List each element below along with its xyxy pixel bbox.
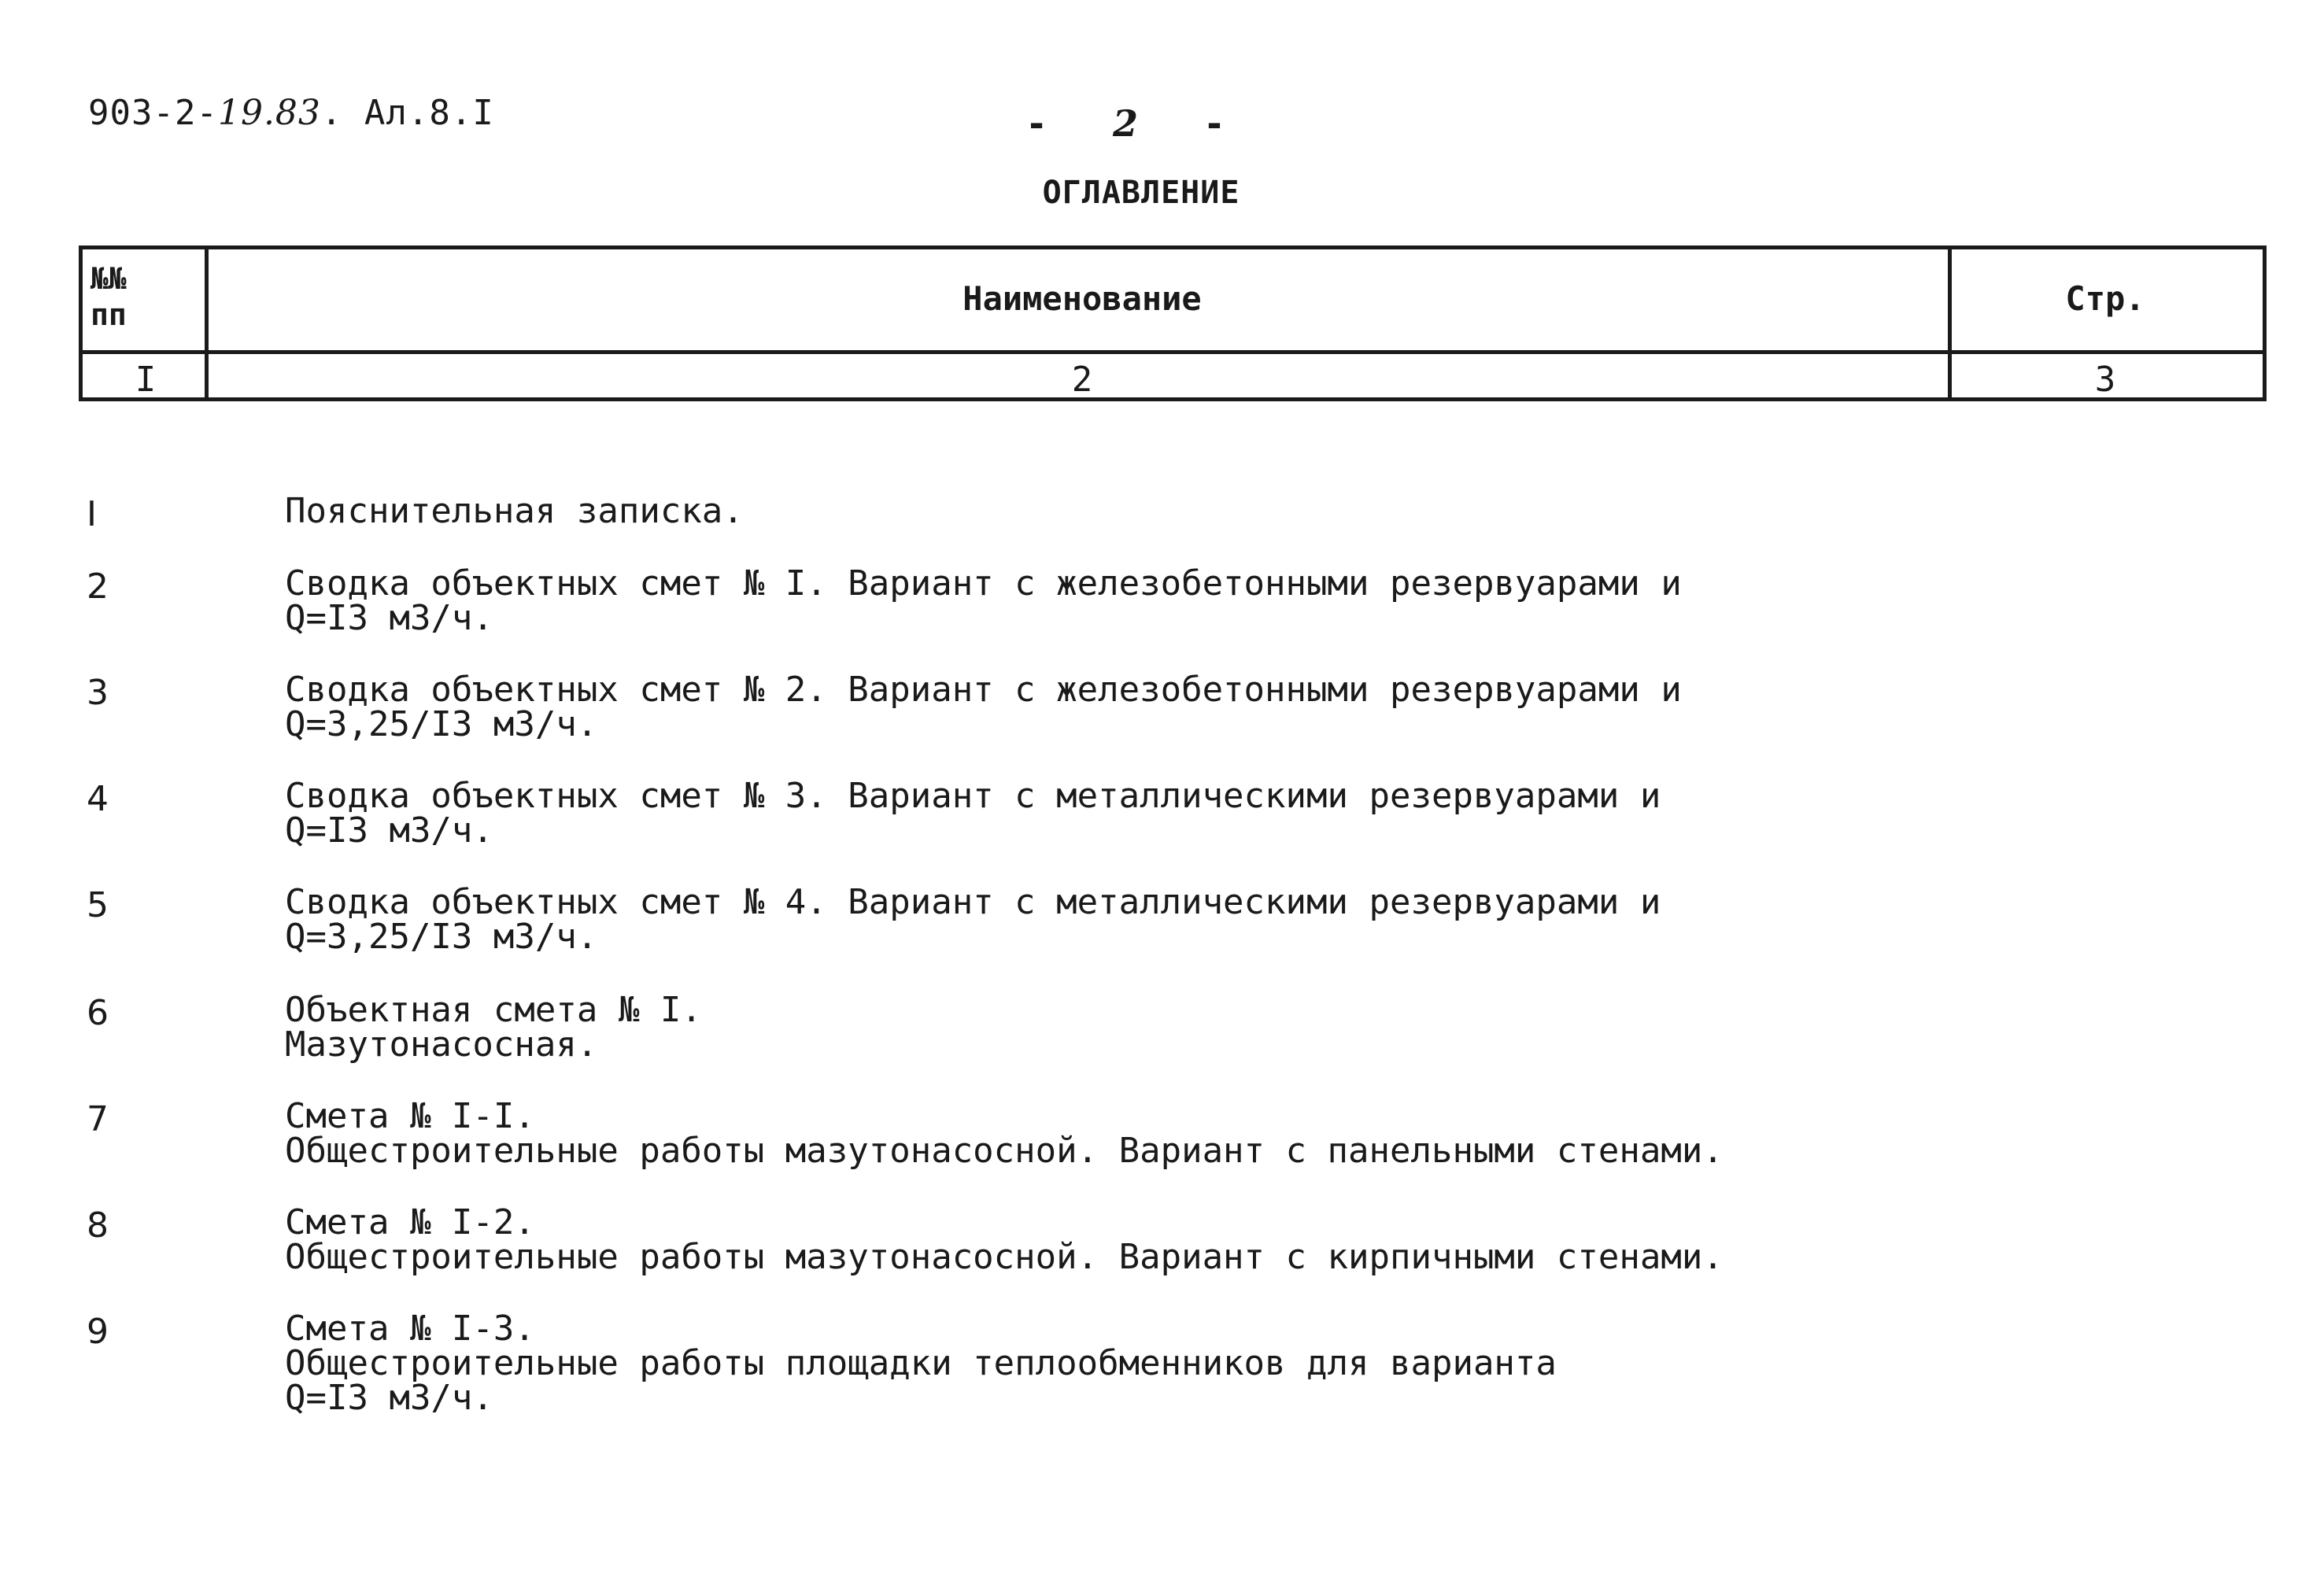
toc-entry-text	[285, 670, 1682, 744]
toc-entry-line: Объектная смета № I.	[285, 990, 702, 1030]
column-index-2: 2	[1071, 360, 1093, 400]
column-header-page: Стр.	[2065, 279, 2145, 318]
toc-entry-number: 4	[87, 779, 109, 819]
toc-entry-text	[285, 776, 1661, 851]
toc-entry-text	[285, 882, 1661, 957]
toc-entry-number: 7	[87, 1099, 109, 1139]
page-dash-right: -	[1203, 102, 1225, 145]
column-index-3: 3	[2094, 360, 2116, 400]
toc-entry-line: Сводка объектных смет № 3. Вариант с металлическими резервуарами и	[285, 776, 1661, 816]
toc-entry-number: 8	[87, 1205, 109, 1246]
toc-entry-number: 6	[87, 993, 109, 1033]
toc-entry-line: Q=I3 м3/ч.	[285, 1378, 493, 1418]
toc-entry-line: Сводка объектных смет № I. Вариант с железобетонными резервуарами и	[285, 563, 1682, 604]
toc-entry-number: 2	[87, 567, 109, 607]
toc-entry-line: Общестроительные работы мазутонасосной. Вариант с панельными стенами.	[285, 1131, 1724, 1171]
toc-entry-number: 5	[87, 885, 109, 925]
toc-entry-line: Q=3,25/I3 м3/ч.	[285, 917, 598, 957]
toc-entry-line: Мазутонасосная.	[285, 1024, 598, 1065]
column-index-1: I	[135, 360, 157, 400]
document-code-handwritten: 19.83	[217, 93, 321, 133]
toc-entry-line: Общестроительные работы площадки теплообменников для варианта	[285, 1343, 1557, 1383]
column-header-num-line2: пп	[91, 297, 127, 332]
toc-entry-line: Общестроительные работы мазутонасосной. Вариант с кирпичными стенами.	[285, 1237, 1724, 1277]
toc-entry-text	[285, 491, 744, 531]
toc-entry-line: Q=3,25/I3 м3/ч.	[285, 704, 598, 744]
column-header-name: Наименование	[962, 279, 1202, 318]
toc-entry-line: Сводка объектных смет № 2. Вариант с железобетонными резервуарами и	[285, 670, 1682, 710]
toc-entry-text	[285, 563, 1682, 638]
document-code-prefix: 903-2-	[88, 93, 218, 133]
page-number-value: 2	[1112, 102, 1138, 145]
page-dash-left: -	[1025, 102, 1047, 145]
toc-entry-line: Смета № I-3.	[285, 1309, 535, 1349]
document-code-suffix: . Ал.8.I	[320, 93, 494, 133]
toc-entry-text	[285, 1202, 1724, 1277]
column-header-num-line1: №№	[91, 261, 127, 296]
toc-entry-number: I	[87, 494, 97, 534]
toc-entry-line: Q=I3 м3/ч.	[285, 598, 493, 638]
toc-entry-line: Сводка объектных смет № 4. Вариант с металлическими резервуарами и	[285, 882, 1661, 922]
toc-entry-line: Q=I3 м3/ч.	[285, 810, 493, 851]
toc-entry-line: Пояснительная записка.	[285, 491, 744, 531]
toc-entry-number: 3	[87, 673, 109, 713]
toc-entry-line: Смета № I-2.	[285, 1202, 535, 1242]
toc-entry-line: Смета № I-I.	[285, 1096, 535, 1136]
toc-entry-text	[285, 1309, 1557, 1418]
toc-entry-text	[285, 990, 702, 1065]
page-title: ОГЛАВЛЕНИЕ	[1042, 175, 1240, 211]
toc-entry-text	[285, 1096, 1724, 1171]
toc-entry-number: 9	[87, 1312, 109, 1352]
